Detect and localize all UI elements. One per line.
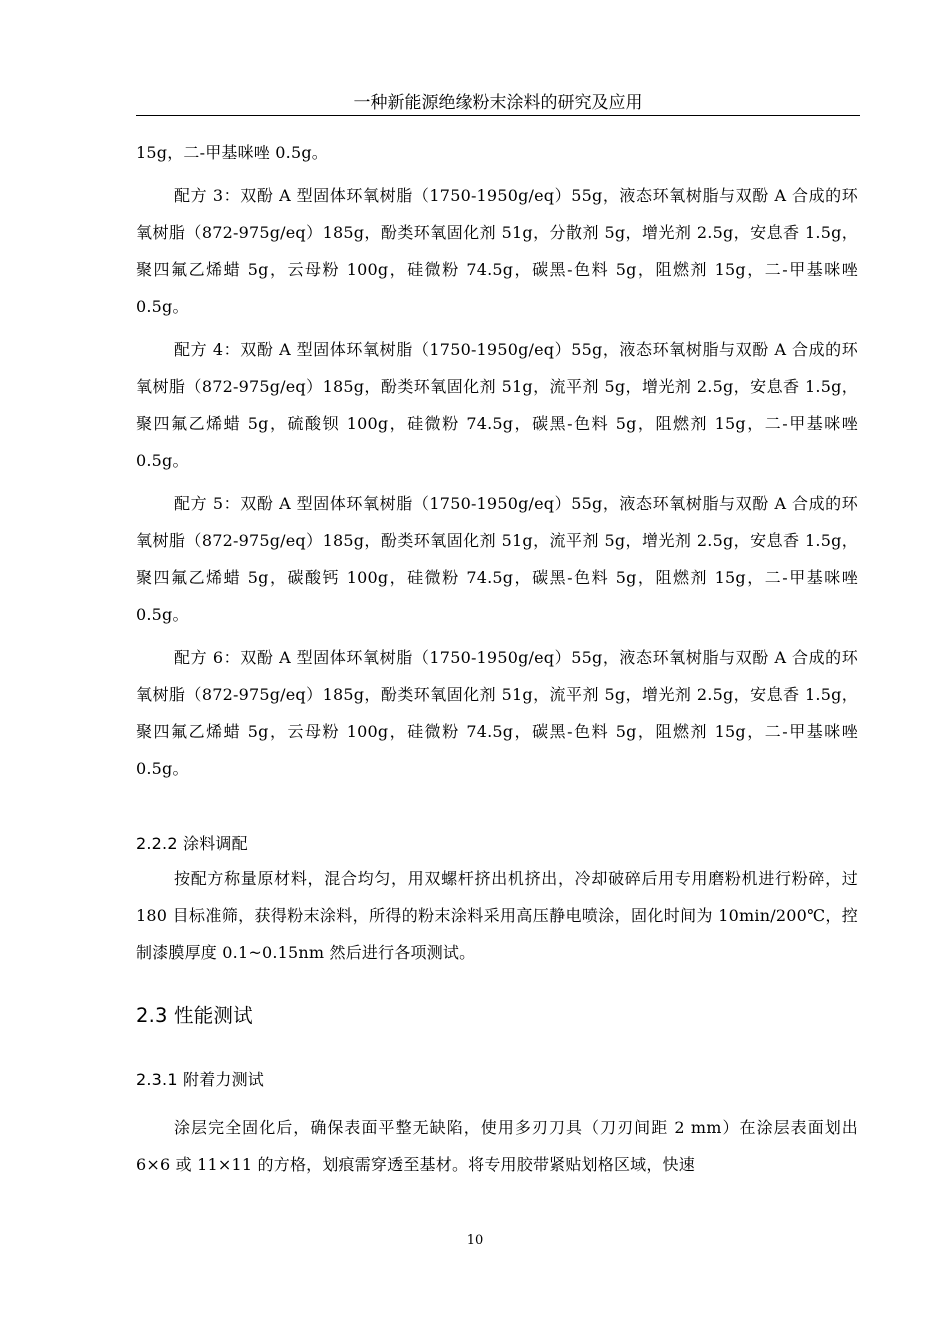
heading-2-3-1: 2.3.1 附着力测试 — [136, 1070, 264, 1089]
paragraph-coating-preparation: 按配方称量原材料，混合均匀，用双螺杆挤出机挤出，冷却破碎后用专用磨粉机进行粉碎，过 180 目标准筛，获得粉末涂料，所得的粉末涂料采用高压静电喷涂，固化时间为 10min/200℃，控制漆膜厚度 0.1~0.15nm 然后进行各项测试。 — [136, 869, 858, 962]
body-top — [136, 134, 858, 793]
paragraph-formula-3: 配方 3：双酚 A 型固体环氧树脂（1750-1950g/eq）55g，液态环氧树脂与双酚 A 合成的环氧树脂（872-975g/eq）185g，酚类环氧固化剂 51g，分散剂 5g，增光剂 2.5g，安息香 1.5g，聚四氟乙烯蜡 5g，云母粉 100g，硅微粉 74.5g，碳黑-色料 5g，阻燃剂 15g，二-甲基咪唑 0.5g。 — [136, 186, 858, 316]
header-divider — [136, 115, 860, 116]
page-number: 10 — [466, 1233, 484, 1248]
paragraph-continuation: 15g，二-甲基咪唑 0.5g。 — [136, 143, 328, 162]
running-header: 一种新能源绝缘粉末涂料的研究及应用 — [353, 93, 643, 113]
section-2-2-2 — [136, 828, 858, 977]
paragraph-formula-4: 配方 4：双酚 A 型固体环氧树脂（1750-1950g/eq）55g，液态环氧树脂与双酚 A 合成的环氧树脂（872-975g/eq）185g，酚类环氧固化剂 51g，流平剂 5g，增光剂 2.5g，安息香 1.5g，聚四氟乙烯蜡 5g，硫酸钡 100g，硅微粉 74.5g，碳黑-色料 5g，阻燃剂 15g，二-甲基咪唑 0.5g。 — [136, 340, 858, 470]
heading-2-3: 2.3 性能测试 — [136, 1004, 253, 1027]
section-2-3-1 — [136, 1064, 858, 1096]
section-2-3-1-body — [136, 1109, 858, 1189]
section-2-3 — [136, 1002, 858, 1030]
heading-2-2-2: 2.2.2 涂料调配 — [136, 834, 248, 853]
paragraph-adhesion-test: 涂层完全固化后，确保表面平整无缺陷，使用多刃刀具（刀刃间距 2 mm）在涂层表面划出 6×6 或 11×11 的方格，划痕需穿透至基材。将专用胶带紧贴划格区域，快速 — [136, 1118, 858, 1174]
paragraph-formula-5: 配方 5：双酚 A 型固体环氧树脂（1750-1950g/eq）55g，液态环氧树脂与双酚 A 合成的环氧树脂（872-975g/eq）185g，酚类环氧固化剂 51g，流平剂 5g，增光剂 2.5g，安息香 1.5g，聚四氟乙烯蜡 5g，碳酸钙 100g，硅微粉 74.5g，碳黑-色料 5g，阻燃剂 15g，二-甲基咪唑 0.5g。 — [136, 494, 858, 624]
paragraph-formula-6: 配方 6：双酚 A 型固体环氧树脂（1750-1950g/eq）55g，液态环氧树脂与双酚 A 合成的环氧树脂（872-975g/eq）185g，酚类环氧固化剂 51g，流平剂 5g，增光剂 2.5g，安息香 1.5g，聚四氟乙烯蜡 5g，云母粉 100g，硅微粉 74.5g，碳黑-色料 5g，阻燃剂 15g，二-甲基咪唑 0.5g。 — [136, 648, 858, 778]
